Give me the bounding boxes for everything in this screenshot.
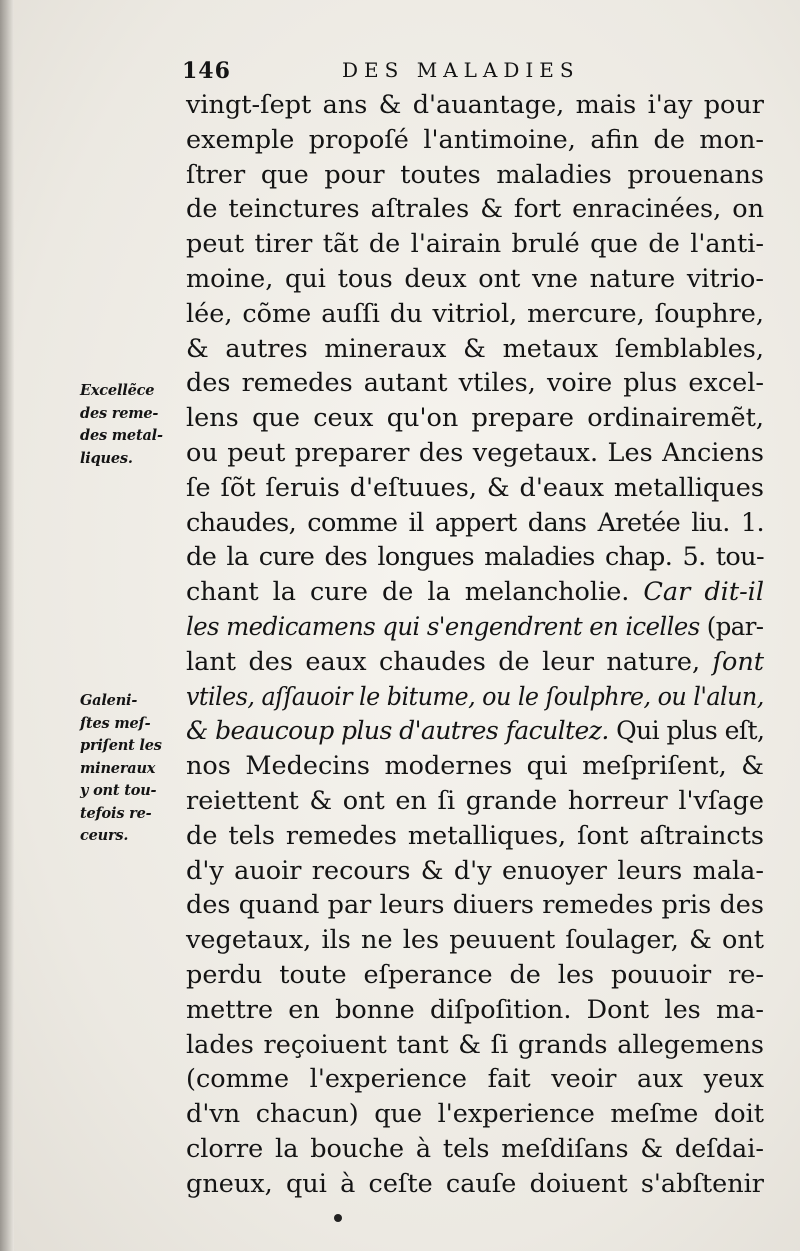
gutter-shadow <box>0 0 14 1251</box>
text-line-main: vtiles, aſſauoir le bitume, ou le ſoulphre, ou l'alun, <box>186 681 764 712</box>
text-line-tail: (par- <box>699 611 764 642</box>
text-line-main: reiettent & ont en ſi grande horreur l'vſage <box>186 785 764 816</box>
text-line <box>186 506 764 541</box>
text-line-main: de teinctures aſtrales & fort enracinées, on <box>186 194 764 225</box>
text-line-main: mettre en bonne diſpoſition. Dont les ma- <box>186 994 764 1025</box>
text-line <box>186 575 764 610</box>
text-line <box>186 1028 764 1063</box>
margin-note-line: priſent les <box>80 737 162 754</box>
text-line <box>186 227 764 262</box>
text-line-main: vingt-ſept ans & d'auantage, mais i'ay pour <box>186 90 764 120</box>
text-line-main: lée, cõme auſſi du vitriol, mercure, ſouphre, <box>186 298 764 329</box>
text-line <box>186 1062 764 1097</box>
text-line <box>186 819 764 854</box>
text-line <box>186 784 764 819</box>
running-head: DES MALADIES <box>342 58 580 82</box>
margin-note-excellence <box>80 380 184 470</box>
text-line-italic-tail: Car dit-il <box>643 577 764 608</box>
text-line-main: nos Medecins modernes qui meſpriſent, & <box>186 751 764 782</box>
text-line <box>186 993 764 1028</box>
text-line-main: perdu toute eſperance de les pouuoir re- <box>186 959 764 990</box>
margin-note-line: mineraux <box>80 759 156 777</box>
text-line-main: lant des eaux chaudes de leur nature, <box>186 646 713 677</box>
text-line-main: & beaucoup plus d'autres facultez. <box>186 716 609 747</box>
text-line-main: lades reçoiuent tant & ſi grands allegemens <box>186 1029 764 1060</box>
text-line <box>186 471 764 506</box>
text-line <box>186 610 764 645</box>
text-line <box>186 923 764 958</box>
text-line <box>186 714 765 749</box>
text-line-main: des quand par leurs diuers remedes pris des <box>186 890 764 921</box>
text-line <box>186 262 764 297</box>
margin-note-line: des metal- <box>80 427 163 444</box>
text-line <box>186 1097 764 1132</box>
text-line-main: peut tirer tãt de l'airain brulé que de l'anti- <box>186 229 764 260</box>
margin-note-line: ſtes meſ- <box>80 714 151 732</box>
text-line <box>186 888 764 923</box>
text-line <box>186 958 764 993</box>
text-line-main: gneux, qui à ceſte cauſe doiuent s'abſtenir <box>186 1168 764 1199</box>
signature-mark <box>334 1214 342 1222</box>
text-line-main: (comme l'experience fait veoir aux yeux <box>186 1064 764 1095</box>
text-line-main: lens que ceux qu'on prepare ordinairemẽt, <box>186 403 764 434</box>
text-line <box>186 1167 764 1202</box>
text-line <box>186 88 764 123</box>
margin-note-line: Galeni- <box>80 692 138 709</box>
text-line-main: d'y auoir recours & d'y enuoyer leurs mala- <box>186 855 764 886</box>
text-line-main: de tels remedes metalliques, ſont aſtraincts <box>186 820 764 851</box>
text-line <box>186 297 764 332</box>
text-line-italic-tail: ſont <box>712 646 764 677</box>
text-line <box>186 645 764 680</box>
margin-note-line: Excellẽce <box>80 382 155 399</box>
text-line-main: ſtrer que pour toutes maladies prouenans <box>186 159 764 190</box>
text-line <box>186 1132 764 1167</box>
text-line <box>186 749 764 784</box>
text-line-main: moine, qui tous deux ont vne nature vitrio- <box>186 263 764 294</box>
text-line <box>186 401 764 436</box>
margin-note-line: y ont tou- <box>80 782 157 799</box>
text-line-main: ſe ſõt ſeruis d'eſtuues, & d'eaux metalliques <box>186 472 764 503</box>
text-line-main: de la cure des longues maladies chap. 5. tou- <box>186 542 764 573</box>
margin-note-line: des reme- <box>80 404 159 422</box>
text-line <box>186 192 764 227</box>
body-text <box>186 88 764 1202</box>
text-line-main: ou peut preparer des vegetaux. Les Anciens <box>186 437 764 468</box>
text-line-main: & autres mineraux & metaux ſemblables, <box>186 333 764 364</box>
text-line-main: clorre la bouche à tels meſdiſans & deſdai- <box>186 1133 764 1164</box>
text-line-main: chant la cure de la melancholie. <box>186 577 644 608</box>
text-line-main: chaudes, comme il appert dans Aretée liu. 1. <box>186 507 764 538</box>
text-line-main: d'vn chacun) que l'experience meſme doit <box>186 1099 764 1130</box>
text-line <box>186 158 764 193</box>
text-line-main: vegetaux, ils ne les peuuent ſoulager, & ont <box>186 925 764 956</box>
text-line <box>186 436 764 471</box>
text-line <box>186 680 764 715</box>
text-line-main: les medicamens qui s'engendrent en icelles <box>186 611 700 642</box>
margin-note-line: liques. <box>80 449 133 467</box>
text-line <box>186 123 764 158</box>
text-line-tail: Qui plus eſt, <box>608 716 765 747</box>
margin-note-galenistes <box>80 690 184 848</box>
text-line <box>186 366 764 401</box>
text-line-main: exemple propoſé l'antimoine, afin de mon- <box>186 124 764 155</box>
text-line <box>186 540 764 575</box>
page-header <box>182 58 772 88</box>
text-line-main: des remedes autant vtiles, voire plus excel- <box>186 368 764 399</box>
page-number: 146 <box>182 58 231 84</box>
text-line <box>186 854 764 889</box>
text-line <box>186 332 764 367</box>
margin-note-line: tefois re- <box>80 804 152 822</box>
margin-note-line: ceurs. <box>80 827 129 844</box>
